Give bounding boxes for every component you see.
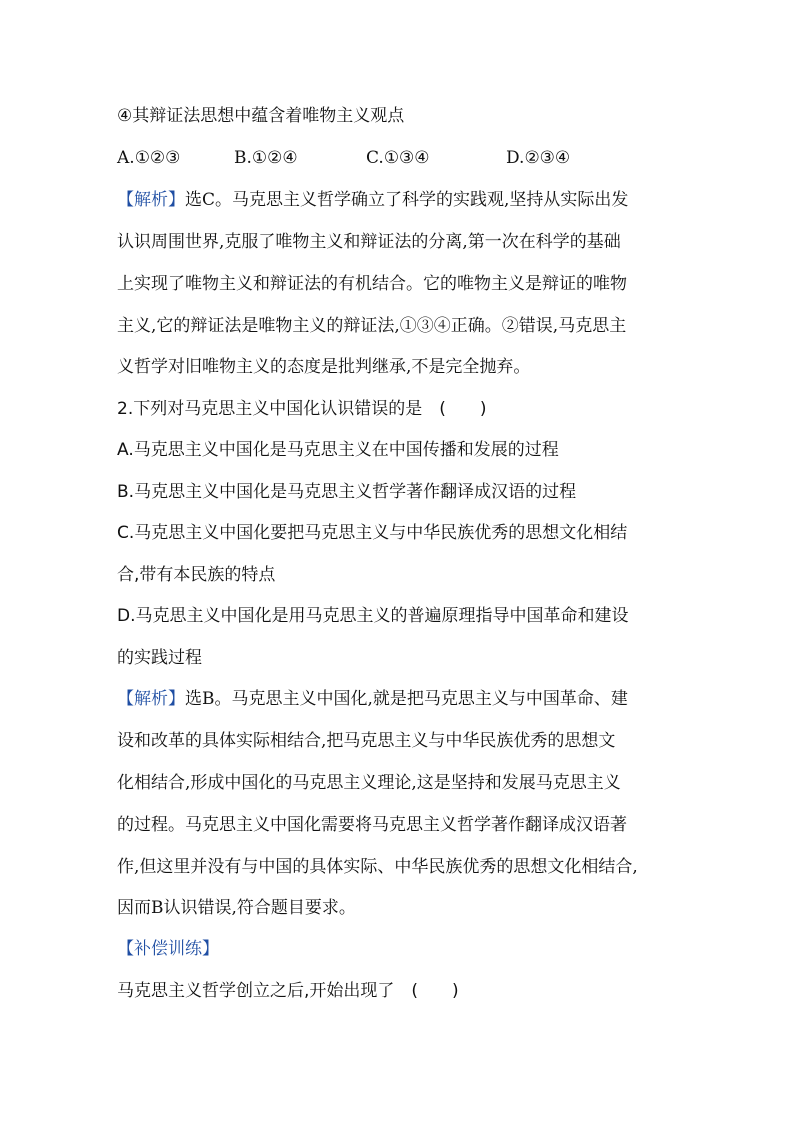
q1-item-4: ④其辩证法思想中蕴含着唯物主义观点 bbox=[117, 106, 405, 126]
q1-option-b: B.①②④ bbox=[234, 148, 298, 168]
q1-analysis-line-2: 认识周围世界,克服了唯物主义和辩证法的分离,第一次在科学的基础 bbox=[117, 232, 621, 252]
supplement-stem: 马克思主义哲学创立之后,开始出现了 ( ) bbox=[117, 981, 459, 1001]
q1-analysis-line-4: 主义,它的辩证法是唯物主义的辩证法,①③④正确。②错误,马克思主 bbox=[117, 316, 627, 336]
q1-analysis-line-1: 【解析】选C。马克思主义哲学确立了科学的实践观,坚持从实际出发 bbox=[117, 190, 629, 210]
q1-analysis-line-5: 义哲学对旧唯物主义的态度是批判继承,不是完全抛弃。 bbox=[117, 357, 531, 377]
supplement-tag: 【补偿训练】 bbox=[117, 939, 219, 959]
analysis-tag: 【解析】 bbox=[117, 689, 185, 709]
q2-analysis-line-5: 作,但这里并没有与中国的具体实际、中华民族优秀的思想文化相结合, bbox=[117, 857, 638, 877]
q1-option-d: D.②③④ bbox=[506, 148, 571, 168]
q2-stem: 2.下列对马克思主义中国化认识错误的是 ( ) bbox=[117, 399, 487, 419]
q2-analysis-line-4: 的过程。马克思主义中国化需要将马克思主义哲学著作翻译成汉语著 bbox=[117, 815, 627, 835]
q2-option-a: A.马克思主义中国化是马克思主义在中国传播和发展的过程 bbox=[117, 440, 559, 460]
q2-option-c: C.马克思主义中国化要把马克思主义与中华民族优秀的思想文化相结 bbox=[117, 523, 628, 543]
q2-analysis-line-3: 化相结合,形成中国化的马克思主义理论,这是坚持和发展马克思主义 bbox=[117, 773, 621, 793]
analysis-tag: 【解析】 bbox=[117, 190, 185, 210]
q2-analysis-line-1: 【解析】选B。马克思主义中国化,就是把马克思主义与中国革命、建 bbox=[117, 689, 628, 709]
q2-option-b: B.马克思主义中国化是马克思主义哲学著作翻译成汉语的过程 bbox=[117, 482, 577, 502]
q2-option-c-cont: 合,带有本民族的特点 bbox=[117, 565, 276, 585]
q1-analysis-line-3: 上实现了唯物主义和辩证法的有机结合。它的唯物主义是辩证的唯物 bbox=[117, 274, 627, 294]
q2-option-d: D.马克思主义中国化是用马克思主义的普遍原理指导中国革命和建设 bbox=[117, 606, 629, 626]
q2-analysis-line-6: 因而B认识错误,符合题目要求。 bbox=[117, 898, 356, 918]
q1-option-a: A.①②③ bbox=[117, 148, 181, 168]
q2-analysis-line-2: 设和改革的具体实际相结合,把马克思主义与中华民族优秀的思想文 bbox=[117, 731, 616, 751]
q2-option-d-cont: 的实践过程 bbox=[117, 648, 202, 668]
q1-option-c: C.①③④ bbox=[366, 148, 430, 168]
